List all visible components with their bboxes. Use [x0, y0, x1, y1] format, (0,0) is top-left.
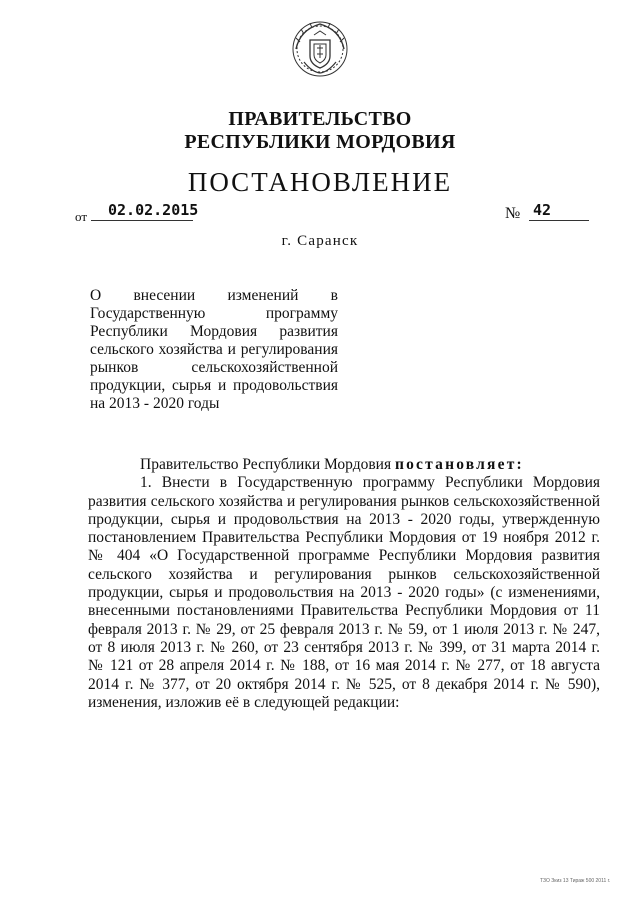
city-label: г. Саранск [281, 233, 359, 249]
body-line: внесенными постановлениями Правительства Республики Мордовия от 11 [88, 602, 600, 620]
body-line: от 8 июля 2013 г. № 260, от 23 сентября 2013 г. № 399, от 31 марта 2014 г. [88, 638, 600, 656]
subject-line: О внесении изменений в [90, 287, 338, 304]
subject-line: Государственную программу [90, 305, 338, 322]
body-line: сельского хозяйства и регулирования рынков сельскохозяйственной [88, 565, 600, 583]
subject-line: продукции, сырья и продовольствия [90, 377, 338, 394]
body-line: 2014 г. № 377, от 20 октября 2014 г. № 525, от 8 декабря 2014 г. № 590), [88, 675, 600, 693]
body-line: развития сельского хозяйства и регулирования рынков сельскохозяйственной [88, 492, 600, 510]
subject-line: сельского хозяйства и регулирования [90, 341, 338, 358]
number-underline [529, 220, 589, 221]
body-line: № 121 от 28 апреля 2014 г. № 188, от 16 мая 2014 г. № 277, от 18 августа [88, 657, 600, 675]
date-value: 02.02.2015 [108, 201, 199, 219]
body-line: постановлением Правительства Республики Мордовия от 19 ноября 2012 г. [88, 529, 600, 547]
date-label: от [75, 209, 88, 224]
organization-line-1: ПРАВИТЕЛЬСТВО [228, 108, 412, 130]
resolution-intro: Правительство Республики Мордовия [140, 456, 392, 473]
print-mark: ТЗО Зкиз 13 Тираж 500 2011 г. [540, 878, 611, 884]
body-line: № 404 «О Государственной программе Республики Мордовия развития [88, 547, 600, 565]
body-line: февраля 2013 г. № 29, от 25 февраля 2013 г. № 59, от 1 июля 2013 г. № 247, [88, 620, 600, 638]
resolution-intro-line [88, 456, 600, 474]
subject-line: на 2013 - 2020 годы [90, 395, 220, 412]
body-line: 1. Внести в Государственную программу Республики Мордовия [140, 474, 600, 492]
resolution-verb: постановляет: [394, 456, 524, 473]
coat-of-arms-icon [290, 18, 350, 80]
subject-line: рынков сельскохозяйственной [90, 359, 338, 376]
body-line: изменения, изложив её в следующей редакции: [88, 693, 400, 711]
body-line: продукции, сырья и продовольствия на 2013 - 2020 годы, утвержденную [88, 510, 600, 528]
date-underline [91, 220, 193, 221]
resolution-body [88, 456, 600, 712]
document-type-title: ПОСТАНОВЛЕНИЕ [187, 167, 453, 197]
subject-block [90, 287, 338, 413]
subject-line: Республики Мордовия развития [90, 323, 338, 340]
number-value: 42 [533, 201, 552, 219]
organization-line-2: РЕСПУБЛИКИ МОРДОВИЯ [184, 131, 456, 153]
number-label: № [505, 205, 521, 222]
body-line: продукции, сырья и продовольствия на 2013 - 2020 годы» (с изменениями, [88, 584, 600, 602]
